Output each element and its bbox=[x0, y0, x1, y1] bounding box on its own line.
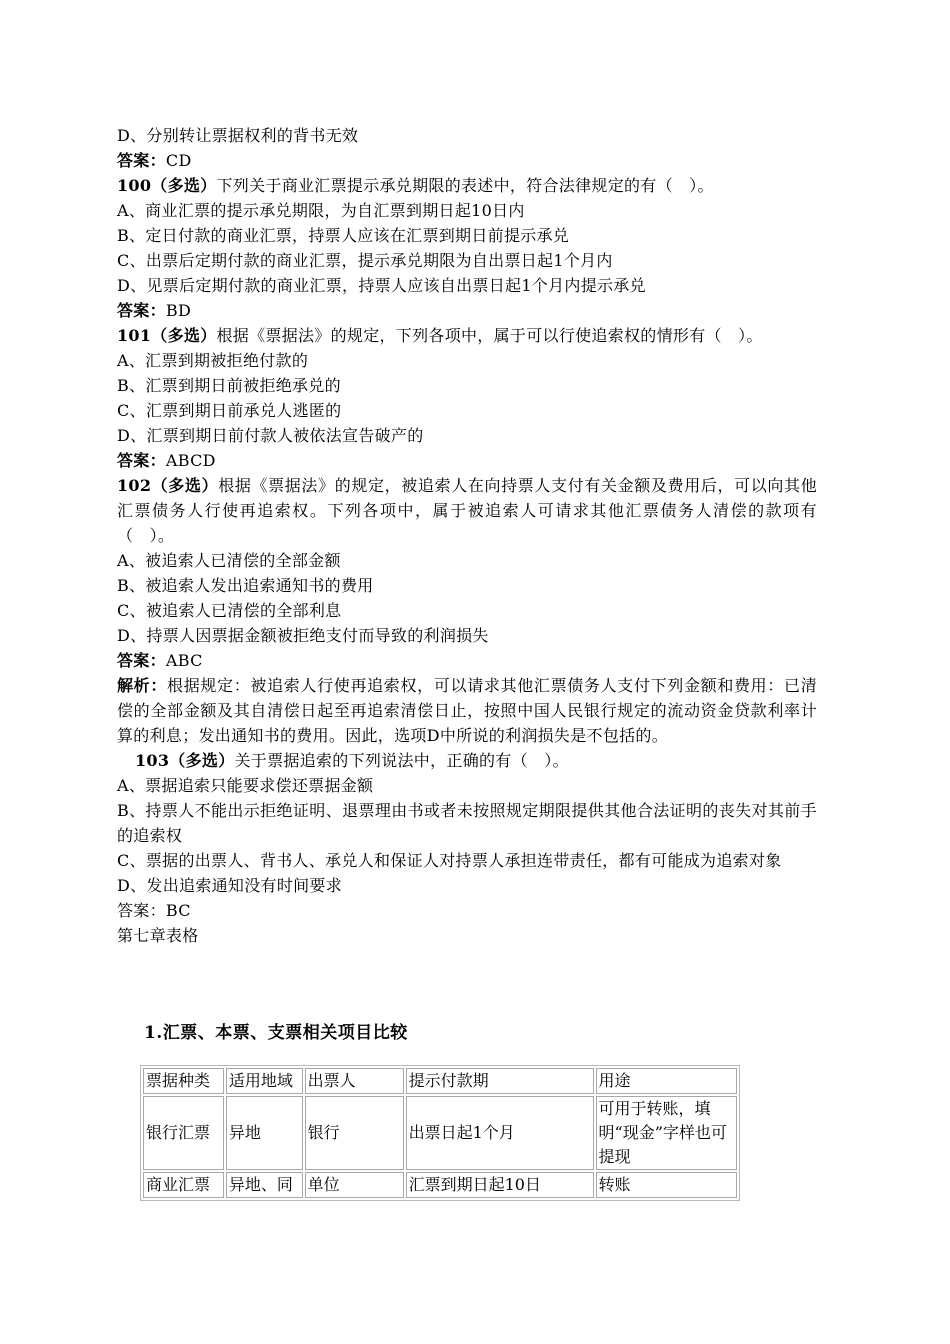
question-text: 下列关于商业汇票提示承兑期限的表述中，符合法律规定的有（ ）。 bbox=[216, 176, 714, 195]
analysis-text: 根据规定：被追索人行使再追索权，可以请求其他汇票债务人支付下列金额和费用：已清偿的全部金额及其自清偿日起至再追索清偿日止，按照中国人民银行规定的流动资金贷款利率计算的利息；发出通知书的费用。因此，选项D中所说的利润损失是不包括的。 bbox=[117, 676, 817, 745]
question-number: 103（多选） bbox=[135, 751, 235, 770]
q102-stem bbox=[117, 473, 817, 548]
table-cell: 转账 bbox=[596, 1172, 737, 1198]
table-cell: 单位 bbox=[305, 1172, 404, 1198]
q100-stem bbox=[117, 173, 817, 198]
table-row bbox=[143, 1172, 737, 1198]
answer-value: ABC bbox=[165, 651, 203, 670]
answer-value: ABCD bbox=[165, 451, 216, 470]
analysis-label: 解析： bbox=[117, 676, 168, 695]
answer-label: 答案： bbox=[117, 151, 166, 170]
q103-option-c: C、票据的出票人、背书人、承兑人和保证人对持票人承担连带责任，都有可能成为追索对象 bbox=[117, 851, 782, 870]
q100-option-d: D、见票后定期付款的商业汇票，持票人应该自出票日起1个月内提示承兑 bbox=[117, 276, 646, 295]
question-number: 102（多选） bbox=[117, 476, 219, 495]
answer-label: 答案： bbox=[117, 301, 166, 320]
q102-answer bbox=[117, 648, 817, 673]
answer-value: CD bbox=[165, 151, 192, 170]
q102-analysis bbox=[117, 673, 817, 748]
table-cell: 银行汇票 bbox=[143, 1096, 224, 1170]
comparison-table bbox=[140, 1065, 740, 1201]
q100-option-a: A、商业汇票的提示承兑期限，为自汇票到期日起10日内 bbox=[117, 201, 525, 220]
table-cell: 银行 bbox=[305, 1096, 404, 1170]
section-title: 1.汇票、本票、支票相关项目比较 bbox=[144, 1023, 408, 1043]
header-cell: 适用地域 bbox=[226, 1068, 303, 1094]
question-text: 根据《票据法》的规定，被追索人在向持票人支付有关金额及费用后，可以向其他汇票债务人行使再追索权。下列各项中，属于被追索人可请求其他汇票债务人清偿的款项有（ ）。 bbox=[117, 476, 817, 545]
header-cell: 用途 bbox=[596, 1068, 737, 1094]
q99-option-d: D、分别转让票据权利的背书无效 bbox=[117, 126, 359, 145]
q102-option-c: C、被追索人已清偿的全部利息 bbox=[117, 601, 342, 620]
question-number: 100（多选） bbox=[117, 176, 217, 195]
q103-stem bbox=[117, 748, 817, 773]
q102-option-b: B、被追索人发出追索通知书的费用 bbox=[117, 576, 374, 595]
q101-option-d: D、汇票到期日前付款人被依法宣告破产的 bbox=[117, 426, 424, 445]
header-cell: 出票人 bbox=[305, 1068, 404, 1094]
q101-option-c: C、汇票到期日前承兑人逃匿的 bbox=[117, 401, 342, 420]
question-text: 关于票据追索的下列说法中，正确的有（ ）。 bbox=[234, 751, 569, 770]
q100-option-c: C、出票后定期付款的商业汇票，提示承兑期限为自出票日起1个月内 bbox=[117, 251, 613, 270]
question-text: 根据《票据法》的规定，下列各项中，属于可以行使追索权的情形有（ ）。 bbox=[216, 326, 763, 345]
q103-option-d: D、发出追索通知没有时间要求 bbox=[117, 876, 343, 895]
table-cell: 可用于转账，填明“现金”字样也可提现 bbox=[596, 1096, 737, 1170]
q99-answer bbox=[117, 148, 817, 173]
table-cell: 异地、同 bbox=[226, 1172, 303, 1198]
table-cell: 汇票到期日起10日 bbox=[406, 1172, 594, 1198]
document-body bbox=[117, 123, 817, 948]
q103-answer: 答案：BC bbox=[117, 901, 191, 920]
table-row bbox=[143, 1096, 737, 1170]
q102-option-d: D、持票人因票据金额被拒绝支付而导致的利润损失 bbox=[117, 626, 489, 645]
header-cell: 提示付款期 bbox=[406, 1068, 594, 1094]
header-cell: 票据种类 bbox=[143, 1068, 224, 1094]
question-number: 101（多选） bbox=[117, 326, 217, 345]
q100-answer bbox=[117, 298, 817, 323]
q101-stem bbox=[117, 323, 817, 348]
answer-label: 答案： bbox=[117, 451, 166, 470]
q103-option-b: B、持票人不能出示拒绝证明、退票理由书或者未按照规定期限提供其他合法证明的丧失对其前手的追索权 bbox=[117, 801, 817, 845]
q102-option-a: A、被追索人已清偿的全部金额 bbox=[117, 551, 341, 570]
table-cell: 出票日起1个月 bbox=[406, 1096, 594, 1170]
q103-option-a: A、票据追索只能要求偿还票据金额 bbox=[117, 776, 374, 795]
q101-option-a: A、汇票到期被拒绝付款的 bbox=[117, 351, 309, 370]
table-cell: 商业汇票 bbox=[143, 1172, 224, 1198]
q101-option-b: B、汇票到期日前被拒绝承兑的 bbox=[117, 376, 341, 395]
table-header-row bbox=[143, 1068, 737, 1094]
answer-label: 答案： bbox=[117, 651, 166, 670]
table-cell: 异地 bbox=[226, 1096, 303, 1170]
chapter-heading: 第七章表格 bbox=[117, 926, 199, 945]
q100-option-b: B、定日付款的商业汇票，持票人应该在汇票到期日前提示承兑 bbox=[117, 226, 570, 245]
q101-answer bbox=[117, 448, 817, 473]
answer-value: BD bbox=[165, 301, 192, 320]
